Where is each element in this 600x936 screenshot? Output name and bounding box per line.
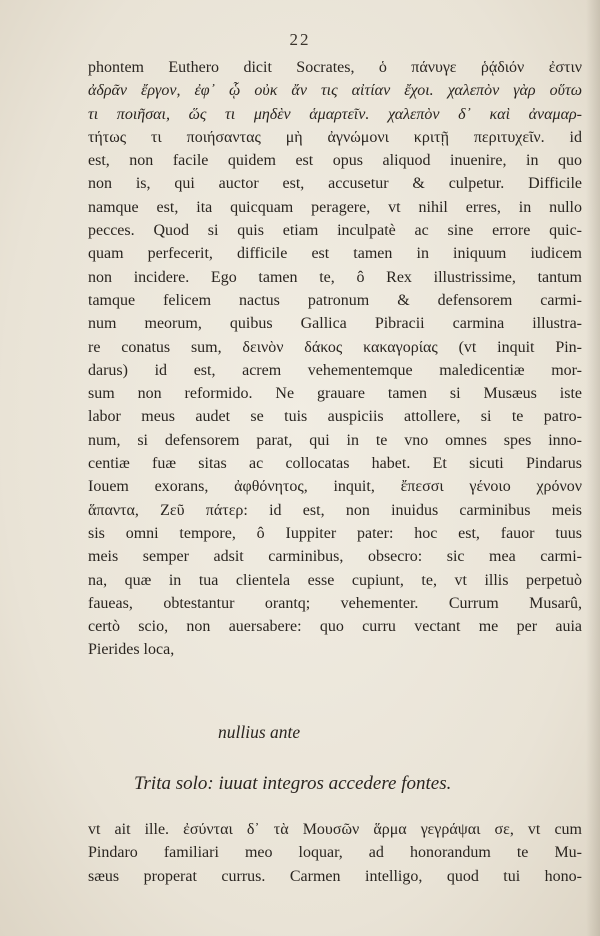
text-line: quam perfecerit, difficile est tamen in iniquum iudicem xyxy=(88,245,582,263)
text-line: non incidere. Ego tamen te, ô Rex illustrissime, tantum xyxy=(88,268,582,286)
text-line: phontem Euthero dicit Socrates, ὁ πάνυγε ῥᾴδιόν ἐστιν xyxy=(88,59,582,76)
text-line: centiæ fuæ sitas ac collocatas habet. Et sicuti Pindarus xyxy=(88,455,582,473)
text-line: vt ait ille. ἐσύνται δ᾽ τὰ Μουσῶν ἅρμα γεγράψαι σε, vt cum xyxy=(88,821,582,838)
text-line: namque est, ita quicquam peragere, vt nihil erres, in nullo xyxy=(88,198,582,216)
body-text xyxy=(88,56,582,662)
text-line: pecces. Quod si quis etiam inculpatè ac sine errore quic- xyxy=(88,222,582,240)
text-line: τήτως τι ποιήσαντας μὴ ἀγνώμονι κριτῇ περιτυχεῖν. id xyxy=(88,128,582,146)
text-line: sæus properat currus. Carmen intelligo, quod tui hono- xyxy=(88,867,582,885)
verse-line: Trita solo: iuuat integros accedere fontes. xyxy=(134,773,452,794)
text-line: sis omni tempore, ô Iuppiter pater: hoc est, fauor tuus xyxy=(88,524,582,542)
text-line: num, si defensorem parat, qui in te vno omnes spes inno- xyxy=(88,431,582,449)
text-line: re conatus sum, δεινὸν δάκος κακαγορίας (vt inquit Pin- xyxy=(88,338,582,356)
text-line: sum non reformido. Ne grauare tamen si Musæus iste xyxy=(88,385,582,403)
text-line: est, non facile quidem est opus aliquod inuenire, in quo xyxy=(88,152,582,170)
text-line: na, quæ in tua clientela esse cupiunt, te, vt illis perpetuò xyxy=(88,571,582,589)
text-line: labor meus audet se tuis auspiciis attollere, si te patro- xyxy=(88,408,582,426)
text-line: Iouem exorans, ἀφθόνητος, inquit, ἔπεσσι γένοιο χρόνον xyxy=(88,478,582,496)
text-line: faueas, obtestantur orantq; vehementer. Currum Musarû, xyxy=(88,594,582,612)
verse-line: nullius ante xyxy=(218,722,301,742)
text-line: ἅπαντα, Ζεῦ πάτερ: id est, non inuidus carminibus meis xyxy=(88,501,582,519)
page-number: 22 xyxy=(289,30,311,49)
text-line: meis semper adsit carminibus, obsecro: sic mea carmi- xyxy=(88,548,582,566)
text-line: num meorum, quibus Gallica Pibracii carmina illustra- xyxy=(88,315,582,333)
text-line: Pierides loca, xyxy=(88,641,175,659)
text-line: darus) id est, acrem vehementemque maledicentiæ mor- xyxy=(88,361,582,379)
text-line: τι ποιῆσαι, ὥς τι μηδὲν ἁμαρτεῖν. χαλεπὸν δ᾽ καὶ ἀναμαρ- xyxy=(88,105,582,123)
text-line: ἀδρᾶν ἔργον, ἐφ᾽ ᾧ οὐκ ἄν τις αἰτίαν ἔχοι. χαλεπὸν γὰρ οὕτω xyxy=(88,82,582,100)
text-line: Pindaro familiari meo loquar, ad honorandum te Mu- xyxy=(88,844,582,862)
text-line: non is, qui auctor est, accusetur & culpetur. Difficile xyxy=(88,175,582,193)
text-line: certò scio, non auersabere: quo curru vectant me per auia xyxy=(88,618,582,636)
text-line: tamque felicem nactus patronum & defensorem carmi- xyxy=(88,291,582,309)
page-edge-shadow xyxy=(586,0,600,936)
body-text-continued xyxy=(88,818,582,888)
